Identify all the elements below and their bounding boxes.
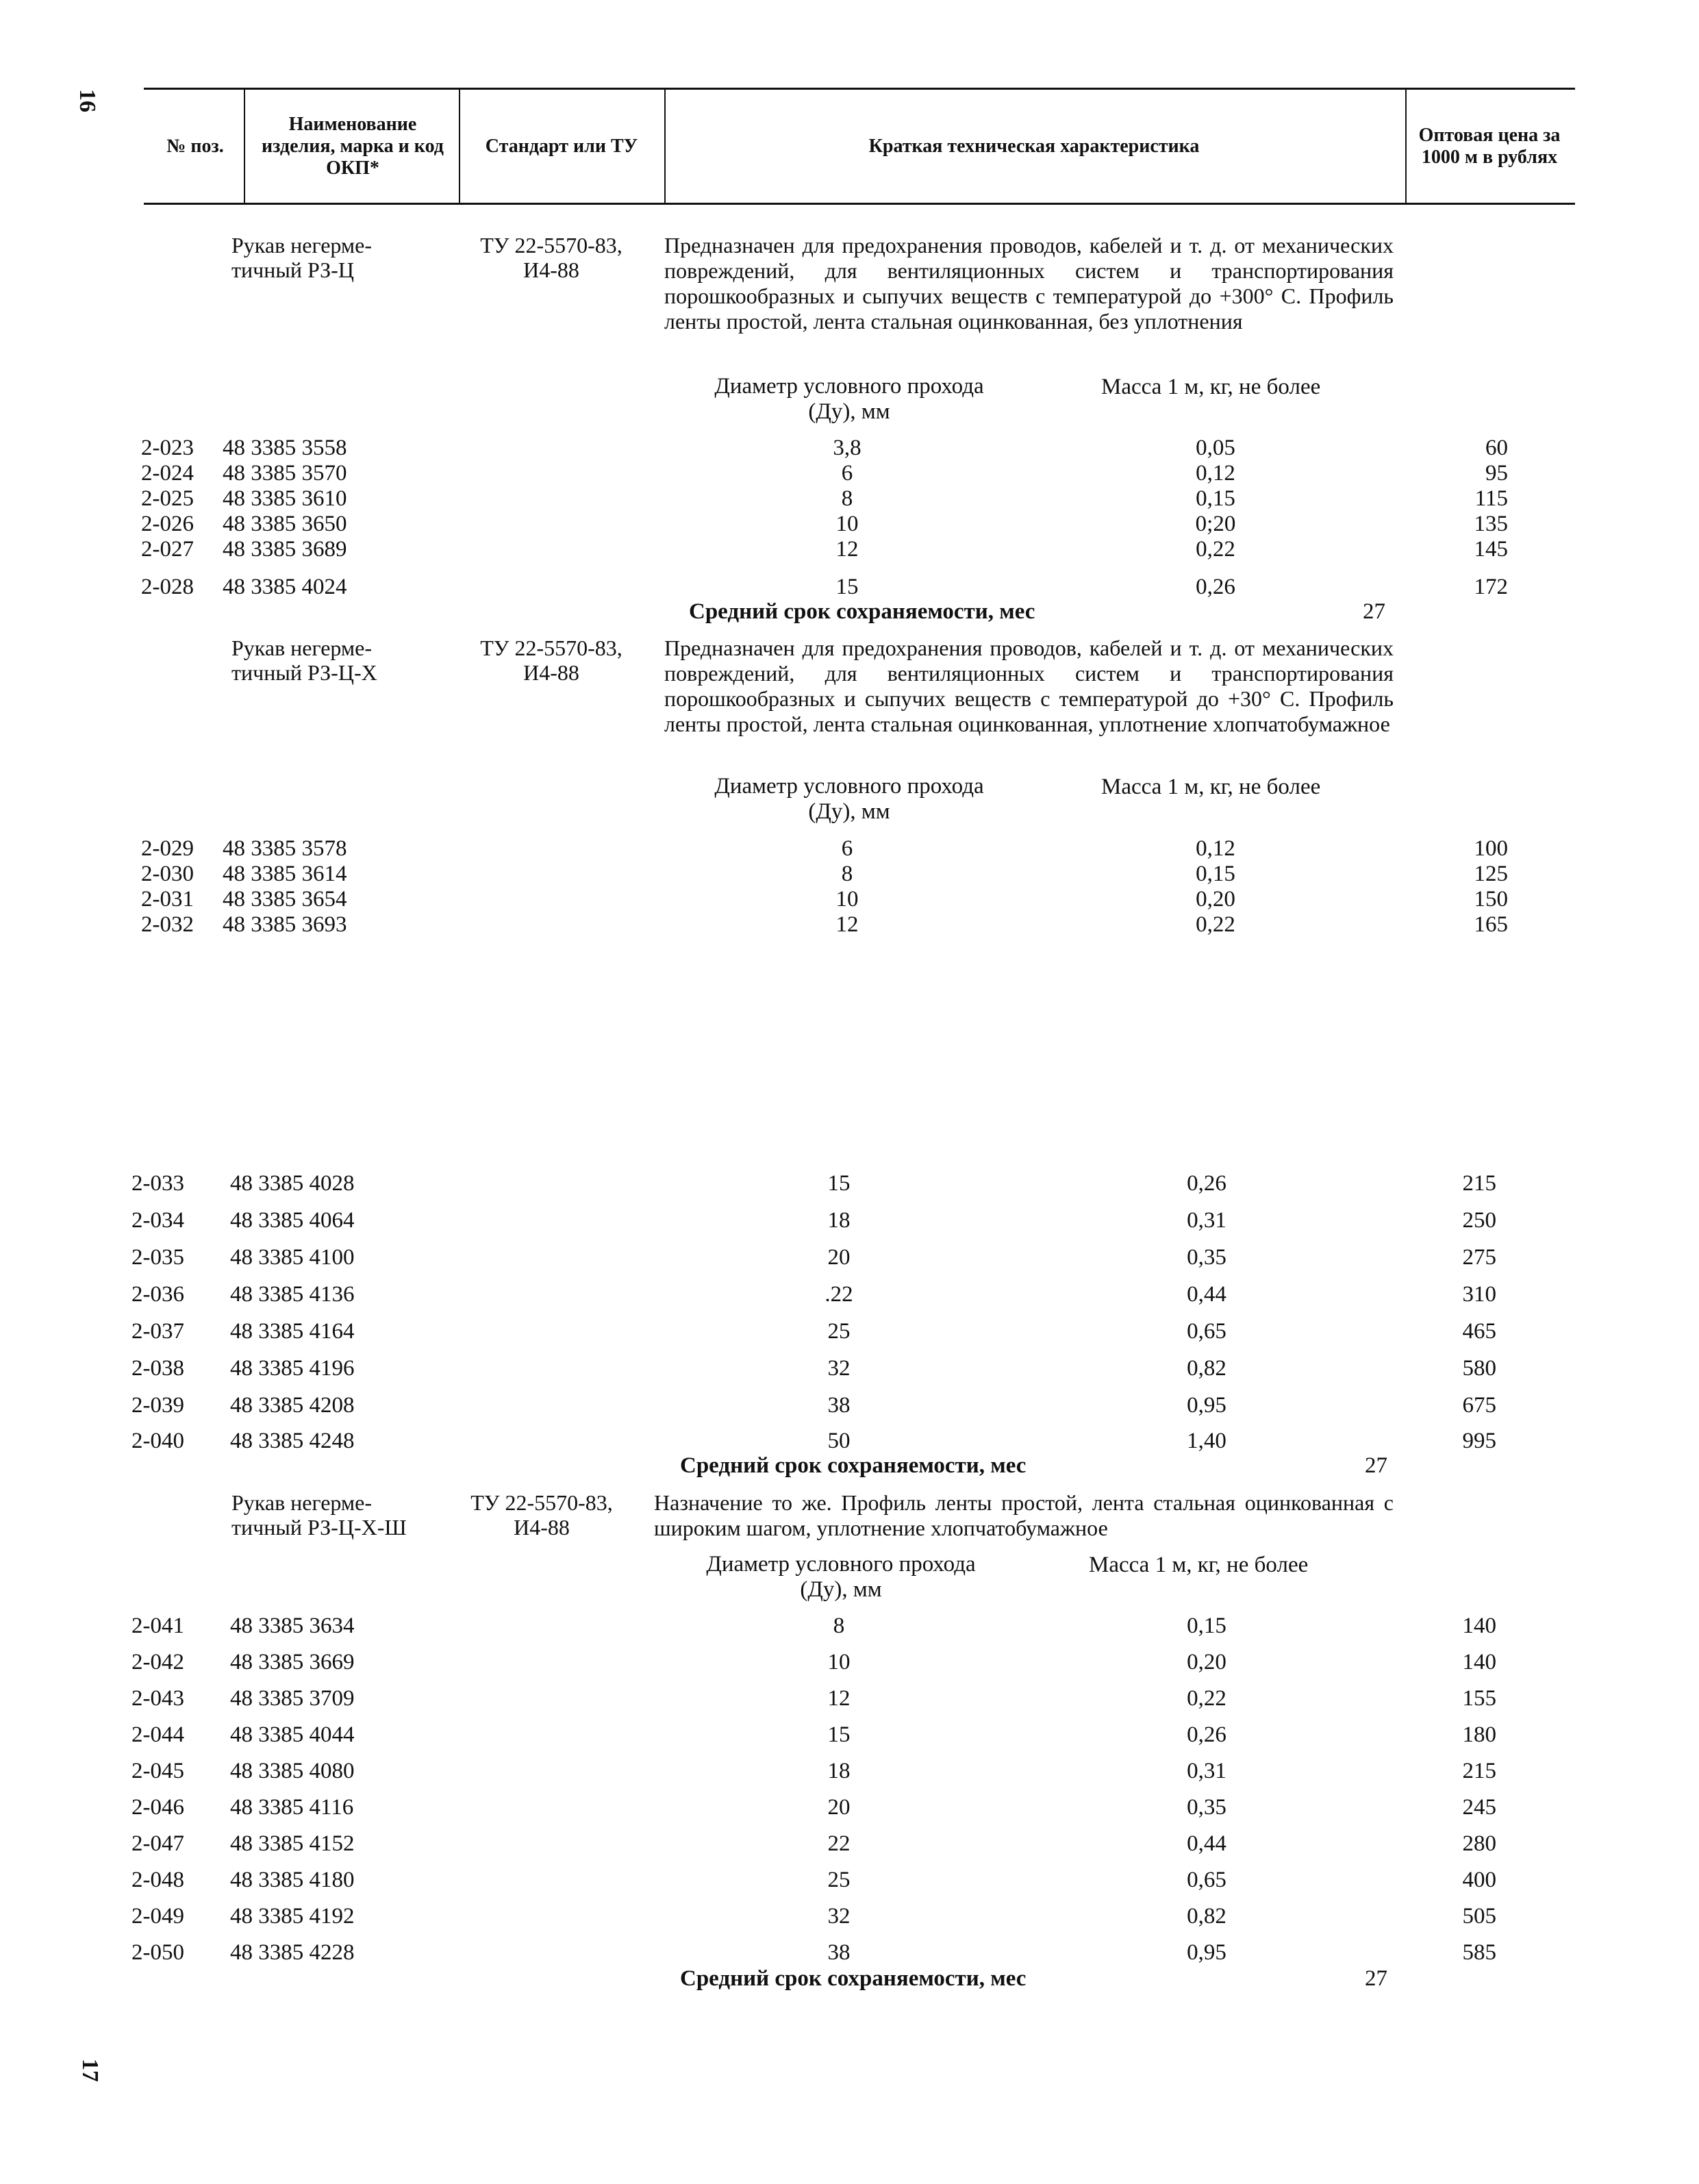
row-mass: 0,22	[1196, 537, 1235, 562]
row-code: 48 3385 3650	[223, 512, 347, 536]
product-description: Предназначен для предохранения проводов, кабелей и т. д. от механических повреждений, для вентиляционных систем и транспортирования порошкообразных и сыпучих веществ с температурой до +300° С. Профиль ленты простой, лента стальная оцинкованная, без уплотнения	[664, 233, 1394, 334]
row-code: 48 3385 3558	[223, 436, 347, 460]
row-mass: 0,12	[1196, 836, 1235, 861]
row-price: 245	[1462, 1795, 1496, 1820]
row-pos: 2-035	[131, 1245, 184, 1270]
row-mass: 0,35	[1187, 1245, 1226, 1270]
row-mass: 0,44	[1187, 1282, 1226, 1307]
row-price: 580	[1462, 1356, 1496, 1381]
row-mass: 0,15	[1187, 1614, 1226, 1638]
row-price: 275	[1462, 1245, 1496, 1270]
row-price: 155	[1462, 1686, 1496, 1711]
row-diameter: 25	[827, 1868, 851, 1892]
storage-label: Средний срок сохраняемости, мес	[680, 1966, 1027, 1991]
row-diameter: 8	[841, 486, 853, 511]
row-mass: 0,82	[1187, 1904, 1226, 1929]
row-pos: 2-043	[131, 1686, 184, 1711]
row-mass: 0,12	[1196, 461, 1235, 486]
col-mass-label: Масса 1 м, кг, не более	[1101, 775, 1321, 799]
header-divider	[1405, 88, 1407, 204]
storage-value: 27	[1365, 1966, 1387, 1991]
row-pos: 2-047	[131, 1831, 184, 1856]
row-mass: 0,26	[1187, 1722, 1226, 1747]
header-top-rule	[144, 88, 1575, 90]
row-code: 48 3385 3689	[223, 537, 347, 562]
row-pos: 2-045	[131, 1759, 184, 1783]
row-diameter: 32	[827, 1904, 851, 1929]
header-bottom-rule	[144, 203, 1575, 205]
row-price: 140	[1462, 1614, 1496, 1638]
row-mass: 1,40	[1187, 1429, 1226, 1453]
row-price: 400	[1462, 1868, 1496, 1892]
row-code: 48 3385 4208	[230, 1393, 355, 1418]
header-standard: Стандарт или ТУ	[485, 136, 638, 157]
row-diameter: 32	[827, 1356, 851, 1381]
product-description: Назначение то же. Профиль ленты простой, лента стальная оцинкованная с широким шагом, уплотнение хлопчатобумажное	[654, 1490, 1394, 1540]
row-price: 145	[1474, 537, 1508, 562]
row-diameter: 10	[827, 1650, 851, 1674]
row-pos: 2-048	[131, 1868, 184, 1892]
row-diameter: 18	[827, 1759, 851, 1783]
row-mass: 0,44	[1187, 1831, 1226, 1856]
row-price: 180	[1462, 1722, 1496, 1747]
row-pos: 2-038	[131, 1356, 184, 1381]
row-pos: 2-023	[141, 436, 194, 460]
row-code: 48 3385 4164	[230, 1319, 355, 1344]
row-pos: 2-050	[131, 1940, 184, 1965]
row-pos: 2-034	[131, 1208, 184, 1233]
row-mass: 0,95	[1187, 1940, 1226, 1965]
row-diameter: 10	[835, 512, 859, 536]
row-code: 48 3385 4024	[223, 575, 347, 599]
row-code: 48 3385 4080	[230, 1759, 355, 1783]
row-code: 48 3385 4100	[230, 1245, 355, 1270]
storage-label: Средний срок сохраняемости, мес	[689, 599, 1035, 624]
row-pos: 2-036	[131, 1282, 184, 1307]
row-price: 100	[1474, 836, 1508, 861]
storage-value: 27	[1363, 599, 1385, 624]
header-divider	[664, 88, 666, 204]
row-diameter: 10	[835, 887, 859, 912]
header-price: Оптовая цена за 1000 м в рублях	[1418, 125, 1561, 168]
row-mass: 0,65	[1187, 1319, 1226, 1344]
col-diameter-label: Диаметр условного прохода (Ду), мм	[706, 1552, 976, 1602]
storage-value: 27	[1365, 1453, 1387, 1478]
row-pos: 2-024	[141, 461, 194, 486]
row-mass: 0;20	[1195, 512, 1236, 536]
row-code: 48 3385 4196	[230, 1356, 355, 1381]
row-price: 215	[1462, 1171, 1496, 1196]
row-diameter: 6	[841, 461, 853, 486]
row-diameter: 12	[827, 1686, 851, 1711]
row-pos: 2-027	[141, 537, 194, 562]
header-pos: № поз.	[166, 136, 224, 157]
row-code: 48 3385 3669	[230, 1650, 355, 1674]
row-mass: 0,82	[1187, 1356, 1226, 1381]
row-mass: 0,15	[1196, 862, 1235, 886]
row-code: 48 3385 4248	[230, 1429, 355, 1453]
row-diameter: 15	[827, 1171, 851, 1196]
row-diameter: 20	[827, 1795, 851, 1820]
row-price: 135	[1474, 512, 1508, 536]
row-pos: 2-044	[131, 1722, 184, 1747]
row-mass: 0,35	[1187, 1795, 1226, 1820]
row-price: 140	[1462, 1650, 1496, 1674]
header-characteristic: Краткая техническая характеристика	[868, 136, 1200, 157]
row-code: 48 3385 3709	[230, 1686, 355, 1711]
product-standard: ТУ 22-5570-83, И4-88	[480, 636, 622, 685]
header-name: Наименование изделия, марка и код ОКП*	[262, 114, 444, 179]
row-mass: 0,20	[1187, 1650, 1226, 1674]
row-code: 48 3385 4152	[230, 1831, 355, 1856]
product-name: Рукав негерме- тичный РЗ-Ц	[231, 233, 373, 282]
row-price: 465	[1462, 1319, 1496, 1344]
row-price: 280	[1462, 1831, 1496, 1856]
row-price: 995	[1462, 1429, 1496, 1453]
row-mass: 0,05	[1196, 436, 1235, 460]
row-code: 48 3385 4180	[230, 1868, 355, 1892]
row-mass: 0,26	[1196, 575, 1235, 599]
header-divider	[459, 88, 460, 204]
row-code: 48 3385 3578	[223, 836, 347, 861]
row-code: 48 3385 4192	[230, 1904, 355, 1929]
row-price: 310	[1462, 1282, 1496, 1307]
row-code: 48 3385 4064	[230, 1208, 355, 1233]
col-mass-label: Масса 1 м, кг, не более	[1101, 375, 1321, 399]
row-diameter: 8	[841, 862, 853, 886]
row-pos: 2-041	[131, 1614, 184, 1638]
row-pos: 2-033	[131, 1171, 184, 1196]
row-price: 505	[1462, 1904, 1496, 1929]
row-pos: 2-049	[131, 1904, 184, 1929]
row-price: 215	[1462, 1759, 1496, 1783]
header-divider	[244, 88, 245, 204]
row-pos: 2-031	[141, 887, 194, 912]
row-code: 48 3385 4116	[230, 1795, 354, 1820]
storage-label: Средний срок сохраняемости, мес	[680, 1453, 1027, 1478]
row-diameter: 6	[841, 836, 853, 861]
row-pos: 2-030	[141, 862, 194, 886]
page-number-top: 16	[75, 89, 100, 112]
row-code: 48 3385 3570	[223, 461, 347, 486]
row-price: 250	[1462, 1208, 1496, 1233]
row-mass: 0,95	[1187, 1393, 1226, 1418]
row-diameter: 25	[827, 1319, 851, 1344]
row-diameter: 18	[827, 1208, 851, 1233]
row-pos: 2-032	[141, 912, 194, 937]
row-diameter: 3,8	[833, 436, 861, 460]
row-mass: 0,15	[1196, 486, 1235, 511]
row-diameter: 22	[827, 1831, 851, 1856]
product-description: Предназначен для предохранения проводов, кабелей и т. д. от механических повреждений, для вентиляционных систем и транспортирования порошкообразных и сыпучих веществ с температурой до +30° С. Профиль ленты простой, лента стальная оцинкованная, уплотнение хлопчатобумажное	[664, 636, 1394, 736]
row-pos: 2-029	[141, 836, 194, 861]
row-pos: 2-046	[131, 1795, 184, 1820]
row-mass: 0,22	[1187, 1686, 1226, 1711]
product-name: Рукав негерме- тичный РЗ-Ц-Х	[231, 636, 377, 685]
row-diameter: 20	[827, 1245, 851, 1270]
row-diameter: 38	[827, 1393, 851, 1418]
row-price: 125	[1474, 862, 1508, 886]
row-diameter: 12	[835, 912, 859, 937]
row-pos: 2-042	[131, 1650, 184, 1674]
page-number-bottom: 17	[77, 2059, 103, 2082]
row-code: 48 3385 4228	[230, 1940, 355, 1965]
row-code: 48 3385 4044	[230, 1722, 355, 1747]
row-price: 115	[1474, 486, 1508, 511]
row-diameter: 50	[827, 1429, 851, 1453]
row-diameter: 15	[835, 575, 859, 599]
row-price: 150	[1474, 887, 1508, 912]
row-pos: 2-040	[131, 1429, 184, 1453]
row-diameter: 8	[833, 1614, 845, 1638]
row-code: 48 3385 4136	[230, 1282, 355, 1307]
row-mass: 0,65	[1187, 1868, 1226, 1892]
col-diameter-label: Диаметр условного прохода (Ду), мм	[714, 374, 984, 424]
row-price: 60	[1485, 436, 1508, 460]
row-pos: 2-025	[141, 486, 194, 511]
row-pos: 2-028	[141, 575, 194, 599]
row-mass: 0,20	[1196, 887, 1235, 912]
row-price: 95	[1485, 461, 1508, 486]
row-price: 585	[1462, 1940, 1496, 1965]
row-pos: 2-037	[131, 1319, 184, 1344]
row-code: 48 3385 3614	[223, 862, 347, 886]
row-pos: 2-039	[131, 1393, 184, 1418]
col-diameter-label: Диаметр условного прохода (Ду), мм	[714, 774, 984, 824]
row-mass: 0,26	[1187, 1171, 1226, 1196]
row-diameter: 38	[827, 1940, 851, 1965]
row-price: 675	[1462, 1393, 1496, 1418]
row-mass: 0,31	[1187, 1759, 1226, 1783]
row-mass: 0,31	[1187, 1208, 1226, 1233]
row-code: 48 3385 3634	[230, 1614, 355, 1638]
row-code: 48 3385 3693	[223, 912, 347, 937]
product-standard: ТУ 22-5570-83, И4-88	[470, 1490, 613, 1540]
row-code: 48 3385 3610	[223, 486, 347, 511]
row-diameter: .22	[825, 1282, 853, 1307]
row-mass: 0,22	[1196, 912, 1235, 937]
row-diameter: 12	[835, 537, 859, 562]
col-mass-label: Масса 1 м, кг, не более	[1089, 1553, 1309, 1577]
row-diameter: 15	[827, 1722, 851, 1747]
row-code: 48 3385 4028	[230, 1171, 355, 1196]
product-standard: ТУ 22-5570-83, И4-88	[480, 233, 622, 282]
product-name: Рукав негерме- тичный РЗ-Ц-Х-Ш	[231, 1490, 407, 1540]
row-price: 165	[1474, 912, 1508, 937]
row-code: 48 3385 3654	[223, 887, 347, 912]
row-pos: 2-026	[141, 512, 194, 536]
row-price: 172	[1474, 575, 1508, 599]
